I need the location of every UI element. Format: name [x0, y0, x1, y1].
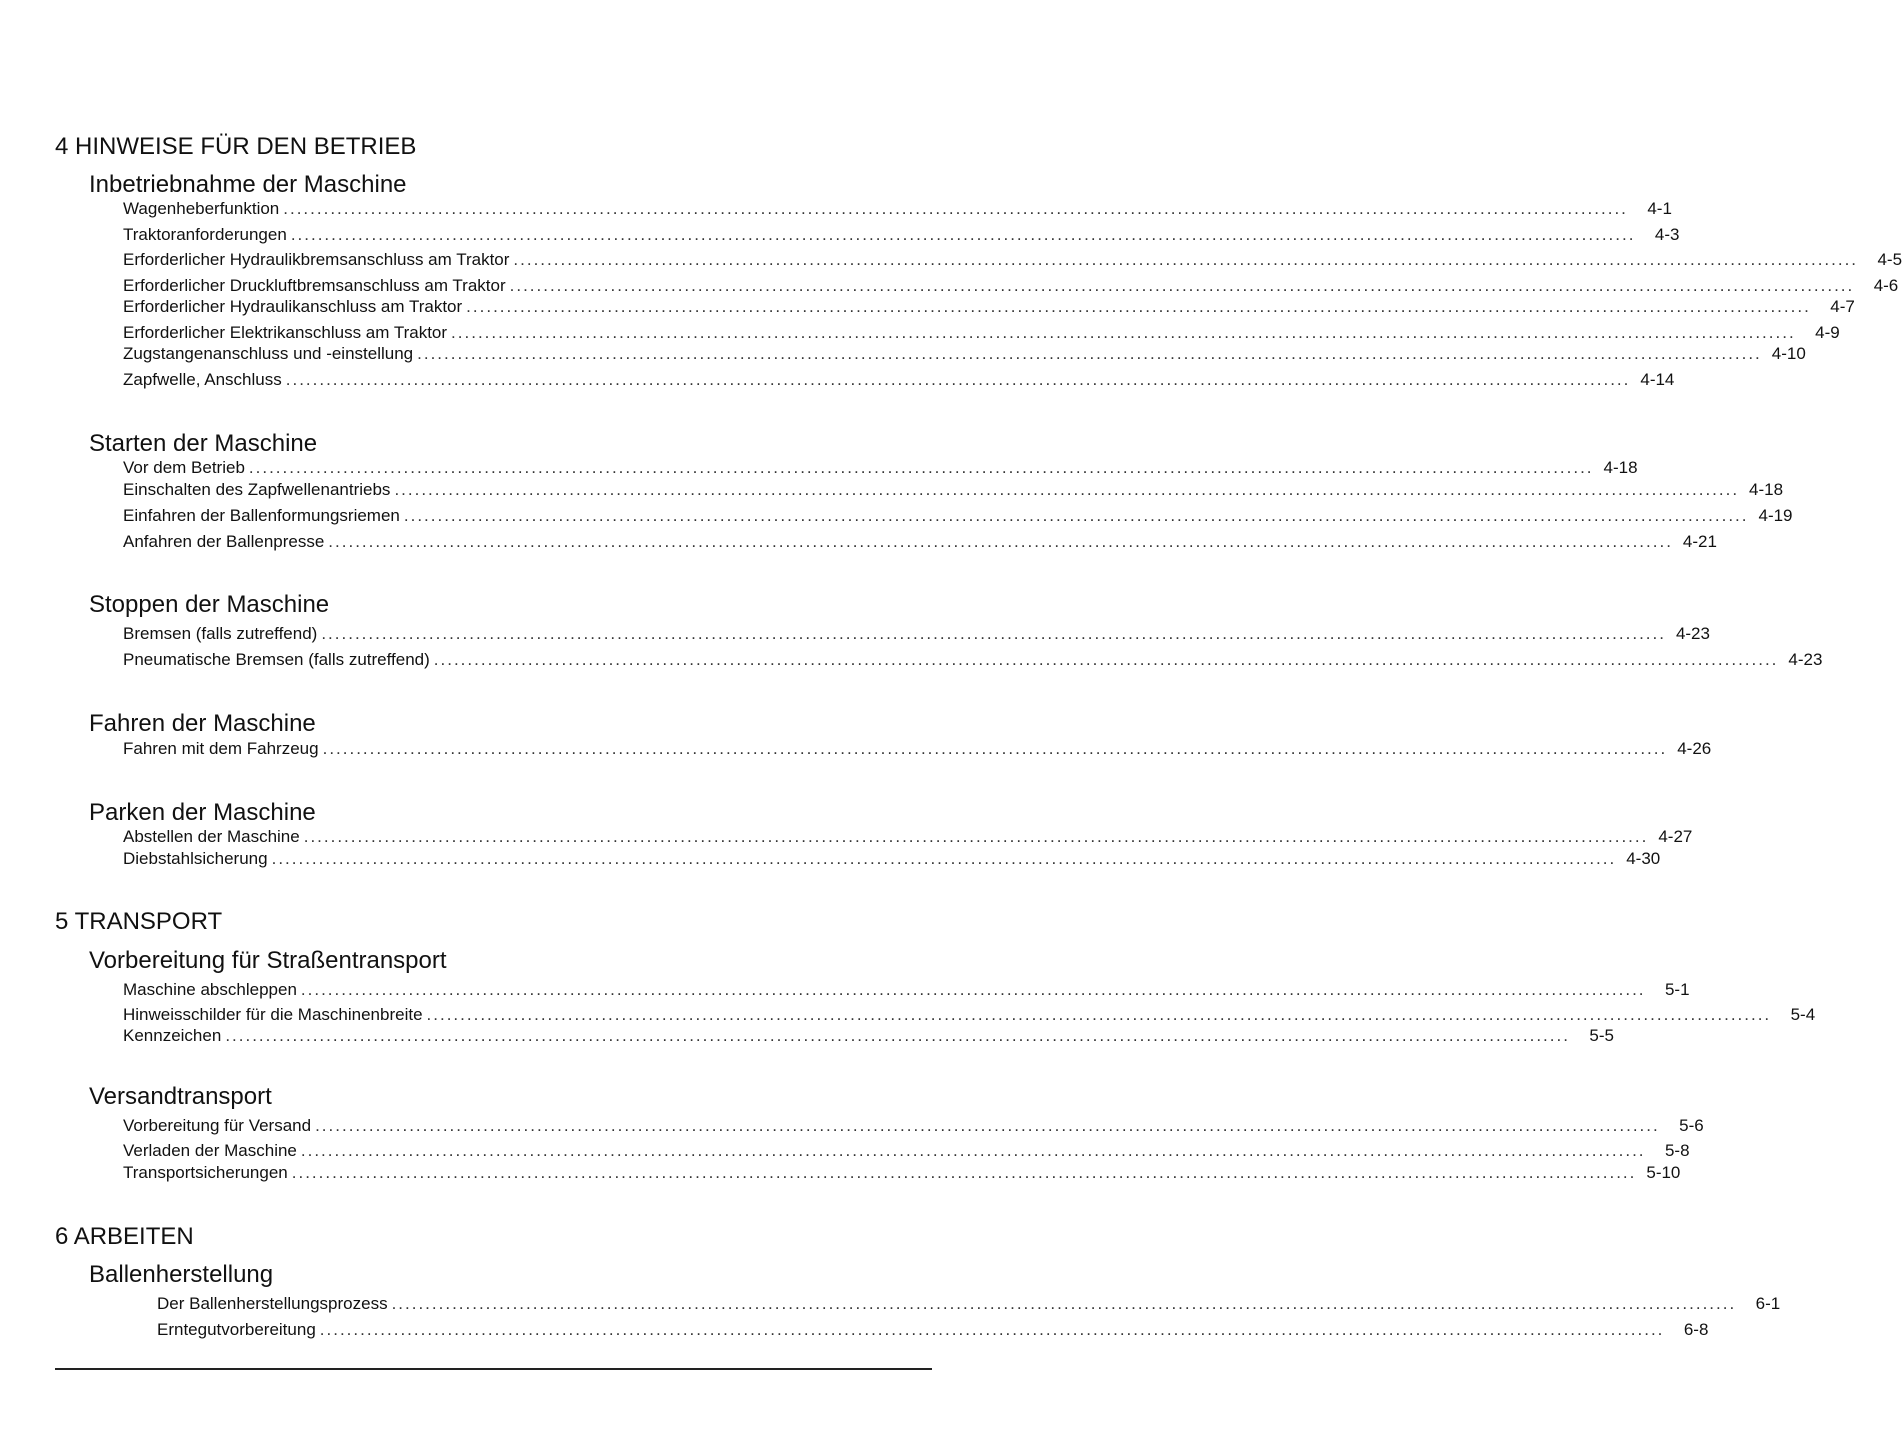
toc-entry-page: 4-26	[1677, 739, 1712, 758]
toc-entry-page: 4-14	[1640, 370, 1675, 389]
toc-entry-title: Maschine abschleppen	[123, 980, 297, 999]
toc-entry[interactable]	[123, 1025, 1614, 1047]
chapter-heading: 5 TRANSPORT	[55, 908, 223, 935]
toc-entry[interactable]	[123, 848, 1661, 870]
dot-leader: ........................................................................................................................................................................................................	[225, 1026, 1570, 1045]
toc-entry-title: Einfahren der Ballenformungsriemen	[123, 506, 400, 525]
chapter-heading: 4 HINWEISE FÜR DEN BETRIEB	[55, 133, 417, 160]
toc-entry-page: 4-7	[1830, 297, 1855, 316]
toc-entry-title: Erforderlicher Hydraulikanschluss am Traktor	[123, 297, 463, 316]
dot-leader: ........................................................................................................................................................................................................	[391, 1294, 1737, 1313]
toc-entry-title: Erntegutvorbereitung	[157, 1320, 316, 1339]
toc-entry-page: 5-8	[1664, 1141, 1690, 1160]
toc-entry-page: 4-23	[1788, 650, 1823, 669]
dot-leader: ........................................................................................................................................................................................................	[319, 1320, 1665, 1339]
section-heading: Stoppen der Maschine	[89, 591, 330, 618]
toc-entry-title: Traktoranforderungen	[123, 225, 287, 244]
dot-leader: ........................................................................................................................................................................................................	[303, 827, 1649, 846]
toc-entry-title: Der Ballenherstellungsprozess	[157, 1294, 388, 1313]
toc-entry[interactable]	[123, 738, 1712, 760]
dot-leader: ........................................................................................................................................................................................................	[248, 458, 1594, 477]
toc-entry[interactable]	[157, 1319, 1709, 1341]
toc-entry-title: Erforderlicher Elektrikanschluss am Traktor	[123, 323, 448, 342]
toc-entry[interactable]	[123, 296, 1855, 318]
dot-leader: ........................................................................................................................................................................................................	[300, 1141, 1646, 1160]
toc-entry-page: 5-1	[1664, 980, 1690, 999]
dot-leader: ........................................................................................................................................................................................................	[322, 739, 1668, 758]
toc-entry-title: Einschalten des Zapfwellenantriebs	[123, 480, 391, 499]
dot-leader: ........................................................................................................................................................................................................	[283, 199, 1628, 218]
dot-leader: ........................................................................................................................................................................................................	[509, 276, 1855, 295]
chapter-heading: 6 ARBEITEN	[55, 1223, 194, 1250]
toc-entry-title: Bremsen (falls zutreffend)	[123, 624, 318, 643]
toc-entry-title: Abstellen der Maschine	[123, 827, 300, 846]
toc-entry[interactable]	[123, 979, 1690, 1001]
toc-entry[interactable]	[123, 479, 1784, 501]
toc-entry-title: Zugstangenanschluss und -einstellung	[123, 344, 414, 363]
toc-entry-title: Kennzeichen	[123, 1026, 222, 1045]
toc-entry[interactable]	[123, 1140, 1690, 1162]
toc-entry[interactable]	[123, 826, 1693, 848]
dot-leader: ........................................................................................................................................................................................................	[285, 370, 1631, 389]
toc-entry[interactable]	[123, 343, 1806, 365]
toc-entry-page: 4-5	[1877, 250, 1902, 269]
toc-entry-page: 4-18	[1603, 458, 1638, 477]
dot-leader: ........................................................................................................................................................................................................	[271, 849, 1617, 868]
toc-entry[interactable]	[123, 322, 1840, 344]
dot-leader: ........................................................................................................................................................................................................	[291, 1163, 1637, 1182]
toc-entry-page: 4-1	[1647, 199, 1672, 218]
toc-entry-title: Diebstahlsicherung	[123, 849, 268, 868]
toc-entry-page: 4-3	[1654, 225, 1680, 244]
toc-entry-title: Vor dem Betrieb	[123, 458, 245, 477]
section-heading: Starten der Maschine	[89, 430, 318, 457]
toc-entry-page: 5-4	[1790, 1005, 1816, 1024]
dot-leader: ........................................................................................................................................................................................................	[315, 1116, 1660, 1135]
section-heading: Vorbereitung für Straßentransport	[89, 947, 447, 974]
toc-entry[interactable]	[157, 1293, 1781, 1315]
toc-entry[interactable]	[123, 275, 1899, 297]
toc-entry-title: Anfahren der Ballenpresse	[123, 532, 325, 551]
dot-leader: ........................................................................................................................................................................................................	[394, 480, 1740, 499]
dot-leader: ........................................................................................................................................................................................................	[466, 297, 1811, 316]
dot-leader: ........................................................................................................................................................................................................	[513, 250, 1859, 269]
toc-entry[interactable]	[123, 531, 1717, 553]
toc-entry-page: 5-10	[1646, 1163, 1681, 1182]
toc-entry-title: Fahren mit dem Fahrzeug	[123, 739, 319, 758]
dot-leader: ........................................................................................................................................................................................................	[300, 980, 1646, 999]
section-heading: Inbetriebnahme der Maschine	[89, 171, 407, 198]
toc-entry[interactable]	[123, 649, 1823, 671]
toc-entry[interactable]	[123, 1115, 1704, 1137]
toc-entry-page: 5-5	[1589, 1026, 1614, 1045]
toc-entry-page: 4-30	[1626, 849, 1661, 868]
toc-entry-page: 4-6	[1873, 276, 1899, 295]
toc-entry[interactable]	[123, 1004, 1816, 1026]
toc-entry-page: 6-1	[1755, 1294, 1781, 1313]
toc-entry-title: Erforderlicher Druckluftbremsanschluss am Traktor	[123, 276, 506, 295]
toc-entry-page: 4-27	[1658, 827, 1693, 846]
toc-entry[interactable]	[123, 1162, 1681, 1184]
toc-entry-title: Verladen der Maschine	[123, 1141, 297, 1160]
section-heading: Parken der Maschine	[89, 799, 316, 826]
toc-entry-title: Wagenheberfunktion	[123, 199, 280, 218]
toc-entry[interactable]	[123, 224, 1680, 246]
toc-entry-page: 4-23	[1675, 624, 1710, 643]
dot-leader: ........................................................................................................................................................................................................	[321, 624, 1666, 643]
toc-entry[interactable]	[123, 623, 1710, 645]
dot-leader: ........................................................................................................................................................................................................	[328, 532, 1673, 551]
toc-entry-title: Erforderlicher Hydraulikbremsanschluss am Traktor	[123, 250, 510, 269]
toc-entry[interactable]	[123, 457, 1638, 479]
toc-entry[interactable]	[123, 369, 1675, 391]
dot-leader: ........................................................................................................................................................................................................	[417, 344, 1762, 363]
toc-entry[interactable]	[123, 198, 1672, 220]
toc-entry[interactable]	[123, 505, 1793, 527]
section-heading: Versandtransport	[89, 1083, 272, 1110]
toc-entry-page: 4-18	[1749, 480, 1784, 499]
toc-entry-title: Transportsicherungen	[123, 1163, 288, 1182]
dot-leader: ........................................................................................................................................................................................................	[426, 1005, 1772, 1024]
toc-entry-title: Vorbereitung für Versand	[123, 1116, 312, 1135]
toc-entry-page: 6-8	[1683, 1320, 1709, 1339]
toc-entry-page: 4-10	[1771, 344, 1806, 363]
dot-leader: ........................................................................................................................................................................................................	[290, 225, 1636, 244]
dot-leader: ........................................................................................................................................................................................................	[451, 323, 1796, 342]
dot-leader: ........................................................................................................................................................................................................	[403, 506, 1749, 525]
toc-entry-title: Hinweisschilder für die Maschinenbreite	[123, 1005, 423, 1024]
toc-entry-page: 4-19	[1758, 506, 1793, 525]
toc-entry[interactable]	[123, 249, 1902, 271]
section-heading: Ballenherstellung	[89, 1261, 274, 1288]
dot-leader: ........................................................................................................................................................................................................	[433, 650, 1779, 669]
toc-entry-title: Pneumatische Bremsen (falls zutreffend)	[123, 650, 430, 669]
toc-entry-title: Zapfwelle, Anschluss	[123, 370, 282, 389]
toc-entry-page: 5-6	[1679, 1116, 1704, 1135]
toc-entry-page: 4-21	[1682, 532, 1717, 551]
bottom-rule	[55, 1368, 932, 1370]
toc-entry-page: 4-9	[1815, 323, 1840, 342]
section-heading: Fahren der Maschine	[89, 710, 316, 737]
